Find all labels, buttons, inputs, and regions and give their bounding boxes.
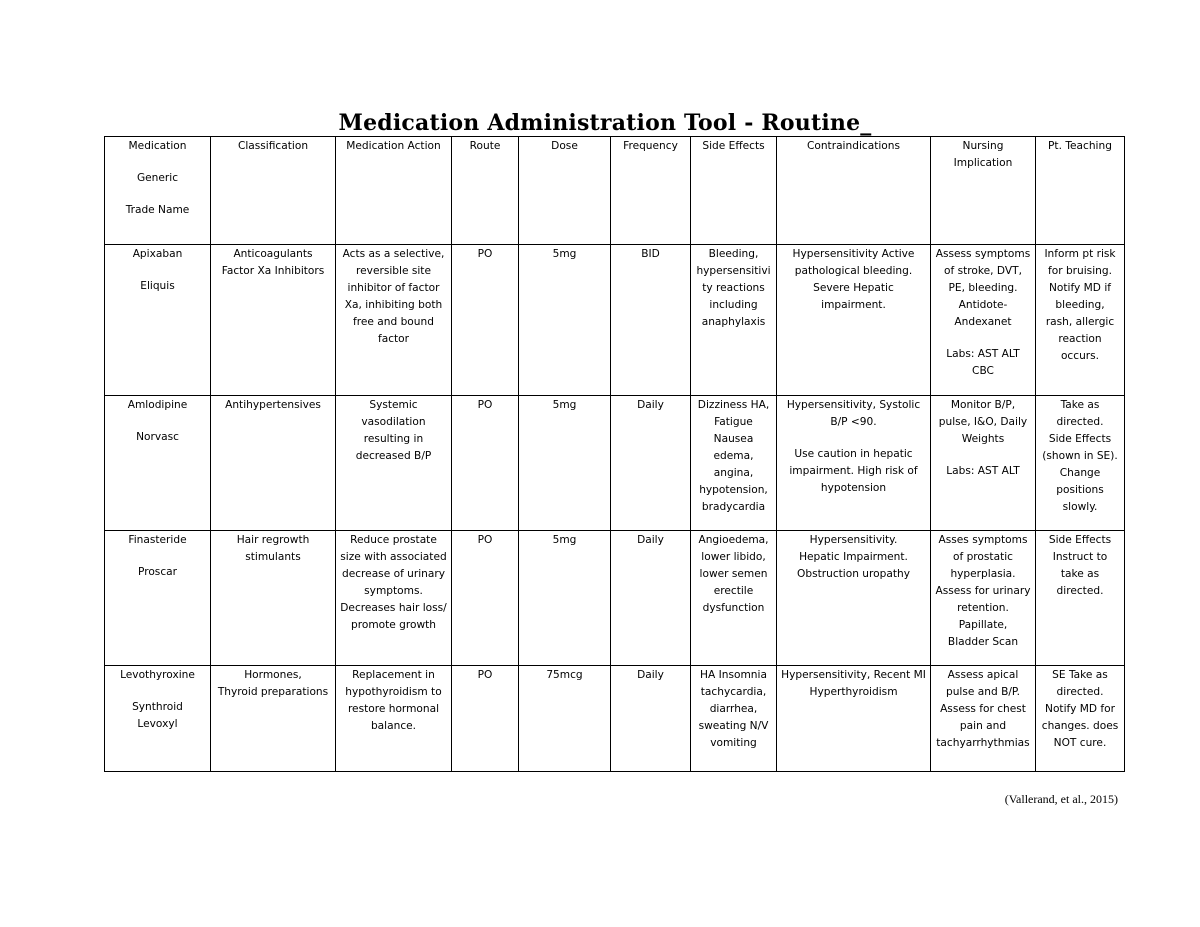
cell-text-line: Norvasc (136, 431, 179, 443)
cell-dose (519, 531, 611, 666)
cell-text-line: impairment. High risk of (789, 465, 918, 477)
cell-text-line: BID (641, 248, 660, 260)
cell-text-line: occurs. (1060, 350, 1100, 362)
cell-text-line: Andexanet (954, 316, 1012, 328)
cell-contraindications (777, 531, 931, 666)
cell-text-line: PO (477, 399, 493, 411)
header-side-effects: Side Effects (691, 137, 777, 245)
cell-text-line: pathological bleeding. (794, 265, 913, 277)
cell-text-line: Bladder Scan (947, 636, 1019, 648)
cell-text-line: Use caution in hepatic (794, 448, 913, 460)
cell-pt-teaching (1036, 245, 1125, 396)
cell-text-line: PO (477, 669, 493, 681)
cell-medication (105, 245, 211, 396)
cell-text-line: Side Effects (1048, 534, 1112, 546)
cell-text-line: inhibitor of factor (347, 282, 440, 294)
cell-text-line: Dizziness HA, (697, 399, 770, 411)
cell-text-line: Reduce prostate (350, 534, 437, 546)
cell-text-line: Levoxyl (137, 718, 178, 730)
cell-medication (105, 396, 211, 531)
table-row (105, 245, 1125, 396)
header-nursing-implication: Nursing Implication (931, 137, 1036, 245)
table-row (105, 531, 1125, 666)
cell-text-line: Eliquis (140, 280, 175, 292)
cell-text-line: symptoms. (364, 585, 423, 597)
cell-text-line: Synthroid (132, 701, 183, 713)
cell-route (452, 396, 519, 531)
cell-text-line: Weights (961, 433, 1005, 445)
cell-text-line: promote growth (350, 619, 437, 631)
cell-text-line: Side Effects (1048, 433, 1112, 445)
cell-nursing-implication (931, 531, 1036, 666)
cell-text-line: pulse and B/P. (945, 686, 1021, 698)
cell-text-line: hypotension, (699, 484, 768, 496)
cell-text-line: dysfunction (702, 602, 765, 614)
cell-text-line: changes. does (1041, 720, 1119, 732)
cell-text-line: retention. (957, 602, 1009, 614)
cell-text-line: lower libido, (701, 551, 766, 563)
cell-text-line: B/P <90. (830, 416, 877, 428)
cell-text-line: ty reactions (702, 282, 765, 294)
cell-text-line: NOT cure. (1053, 737, 1107, 749)
cell-text-line: Daily (637, 534, 664, 546)
cell-route (452, 666, 519, 772)
cell-text-line: sweating N/V (698, 720, 769, 732)
cell-text-line: Systemic (369, 399, 418, 411)
cell-text-line: 5mg (552, 534, 577, 546)
cell-nursing-implication (931, 666, 1036, 772)
header-frequency: Frequency (611, 137, 691, 245)
cell-text-line: Anticoagulants (233, 248, 313, 260)
cell-text-line: stimulants (245, 551, 301, 563)
cell-contraindications (777, 245, 931, 396)
cell-text-line: bradycardia (701, 501, 766, 513)
cell-text-line: rash, allergic (1045, 316, 1115, 328)
cell-text-line: 75mcg (546, 669, 583, 681)
cell-contraindications (777, 396, 931, 531)
cell-nursing-implication (931, 396, 1036, 531)
cell-text-line: directed. (1056, 416, 1104, 428)
cell-text-line: of prostatic (953, 551, 1013, 563)
header-contraindications: Contraindications (777, 137, 931, 245)
cell-text-line: decreased B/P (355, 450, 432, 462)
cell-dose (519, 666, 611, 772)
cell-text-line: Finasteride (128, 534, 187, 546)
cell-text-line: Monitor B/P, (950, 399, 1016, 411)
header-route: Route (452, 137, 519, 245)
cell-text-line: Notify MD for (1045, 703, 1115, 715)
cell-text-line: Levothyroxine (120, 669, 195, 681)
cell-frequency (611, 666, 691, 772)
cell-text-line: erectile (713, 585, 754, 597)
cell-text-line: diarrhea, (709, 703, 758, 715)
cell-text-line: Apixaban (132, 248, 183, 260)
cell-text-line: Hormones, (244, 669, 302, 681)
cell-classification (211, 245, 336, 396)
cell-text-line: for bruising. (1048, 265, 1112, 277)
cell-text-line: bleeding, (1055, 299, 1105, 311)
cell-text-line: hypothyroidism to (345, 686, 442, 698)
citation: (Vallerand, et al., 2015) (1004, 792, 1118, 806)
cell-text-line: including (709, 299, 758, 311)
cell-text-line: Inform pt risk (1044, 248, 1116, 260)
cell-text-line: balance. (370, 720, 417, 732)
cell-text-line: hyperplasia. (950, 568, 1016, 580)
cell-text-line: angina, (713, 467, 754, 479)
cell-text-line: anaphylaxis (701, 316, 766, 328)
cell-frequency (611, 245, 691, 396)
table-row (105, 666, 1125, 772)
cell-text-line: (shown in SE). (1042, 450, 1118, 462)
cell-text-line: Antidote- (958, 299, 1008, 311)
cell-text-line: positions (1056, 484, 1104, 496)
cell-medication-action (336, 666, 452, 772)
cell-route (452, 245, 519, 396)
cell-text-line: Proscar (138, 566, 177, 578)
cell-text-line: directed. (1056, 585, 1104, 597)
header-classification: Classification (211, 137, 336, 245)
cell-text-line: hypersensitivi (696, 265, 771, 277)
cell-text-line: lower semen (699, 568, 768, 580)
cell-text-line: free and bound (353, 316, 434, 328)
cell-text-line: Thyroid preparations (217, 686, 329, 698)
cell-text-line: Labs: AST ALT (946, 465, 1020, 477)
cell-text-line: PE, bleeding. (948, 282, 1018, 294)
cell-text-line: Fatigue (714, 416, 753, 428)
cell-text-line: Amlodipine (127, 399, 188, 411)
header-pt-teaching: Pt. Teaching (1036, 137, 1125, 245)
cell-text-line: Papillate, (958, 619, 1008, 631)
cell-medication-action (336, 531, 452, 666)
cell-text-line: Assess apical (947, 669, 1019, 681)
cell-text-line: Nausea (713, 433, 754, 445)
medication-table (104, 136, 1125, 772)
cell-text-line: resulting in (363, 433, 424, 445)
cell-text-line: factor (377, 333, 410, 345)
cell-text-line: Hypersensitivity Active (792, 248, 915, 260)
cell-text-line: Hair regrowth (236, 534, 310, 546)
cell-text-line: CBC (972, 365, 994, 377)
cell-classification (211, 396, 336, 531)
cell-dose (519, 396, 611, 531)
cell-nursing-implication (931, 245, 1036, 396)
cell-text-line: Decreases hair loss/ (340, 602, 447, 614)
header-dose: Dose (519, 137, 611, 245)
cell-text-line: Asses symptoms (938, 534, 1028, 546)
cell-text-line: pulse, I&O, Daily (938, 416, 1028, 428)
cell-text-line: 5mg (552, 399, 577, 411)
table-row (105, 396, 1125, 531)
cell-text-line: Instruct to (1052, 551, 1108, 563)
header-medication: Medication Generic Trade Name (105, 137, 211, 245)
cell-text-line: Hypersensitivity, Recent MI (781, 669, 926, 681)
cell-text-line: Labs: AST ALT (946, 348, 1020, 360)
cell-text-line: Notify MD if (1048, 282, 1112, 294)
cell-pt-teaching (1036, 396, 1125, 531)
cell-text-line: take as (1060, 568, 1100, 580)
cell-medication-action (336, 245, 452, 396)
cell-text-line: SE Take as (1052, 669, 1108, 681)
cell-contraindications (777, 666, 931, 772)
cell-text-line: Take as (1060, 399, 1100, 411)
cell-text-line: Severe Hepatic impairment. (813, 282, 894, 311)
cell-text-line: Acts as a selective, (342, 248, 445, 260)
cell-medication-action (336, 396, 452, 531)
header-medication-action: Medication Action (336, 137, 452, 245)
cell-text-line: reaction (1058, 333, 1102, 345)
cell-text-line: reversible site (356, 265, 431, 277)
cell-text-line: HA Insomnia (700, 669, 767, 681)
document-title: Medication Administration Tool - Routine_ (338, 110, 872, 136)
cell-text-line: Hyperthyroidism (809, 686, 898, 698)
cell-classification (211, 666, 336, 772)
cell-text-line: Bleeding, (708, 248, 759, 260)
cell-dose (519, 245, 611, 396)
cell-pt-teaching (1036, 531, 1125, 666)
cell-text-line: Angioedema, (698, 534, 769, 546)
cell-text-line: Xa, inhibiting both (344, 299, 443, 311)
cell-text-line: Assess for chest (940, 703, 1026, 715)
cell-text-line: Hypersensitivity. (809, 534, 898, 546)
cell-text-line: Assess symptoms (935, 248, 1031, 260)
cell-text-line: tachycardia, (700, 686, 767, 698)
table-header-row (105, 137, 1125, 245)
cell-medication (105, 666, 211, 772)
cell-text-line: Daily (637, 669, 664, 681)
cell-text-line: Factor Xa Inhibitors (221, 265, 325, 277)
cell-text-line: restore hormonal (347, 703, 440, 715)
cell-text-line: Obstruction uropathy (797, 568, 910, 580)
cell-classification (211, 531, 336, 666)
cell-text-line: size with associated (340, 551, 447, 563)
cell-text-line: Hypersensitivity, Systolic (786, 399, 921, 411)
cell-text-line: Antihypertensives (225, 399, 321, 411)
cell-text-line: pain and (959, 720, 1007, 732)
cell-side-effects (691, 666, 777, 772)
cell-medication (105, 531, 211, 666)
cell-text-line: decrease of urinary (341, 568, 446, 580)
table-body (105, 245, 1125, 772)
cell-route (452, 531, 519, 666)
cell-text-line: Hepatic Impairment. (799, 551, 908, 563)
cell-text-line: directed. (1056, 686, 1104, 698)
cell-frequency (611, 531, 691, 666)
cell-text-line: Daily (637, 399, 664, 411)
cell-text-line: slowly. (1062, 501, 1098, 513)
cell-side-effects (691, 531, 777, 666)
cell-text-line: Assess for urinary (935, 585, 1031, 597)
cell-text-line: hypotension (820, 482, 887, 494)
cell-side-effects (691, 396, 777, 531)
cell-text-line: of stroke, DVT, (944, 265, 1022, 277)
cell-text-line: PO (477, 248, 493, 260)
cell-side-effects (691, 245, 777, 396)
cell-text-line: edema, (713, 450, 754, 462)
cell-text-line: vomiting (710, 737, 757, 749)
cell-text-line: Replacement in (352, 669, 435, 681)
cell-text-line: tachyarrhythmias (936, 737, 1030, 749)
cell-pt-teaching (1036, 666, 1125, 772)
cell-text-line: Change (1059, 467, 1101, 479)
cell-text-line: PO (477, 534, 493, 546)
cell-frequency (611, 396, 691, 531)
cell-text-line: vasodilation (361, 416, 426, 428)
cell-text-line: 5mg (552, 248, 577, 260)
